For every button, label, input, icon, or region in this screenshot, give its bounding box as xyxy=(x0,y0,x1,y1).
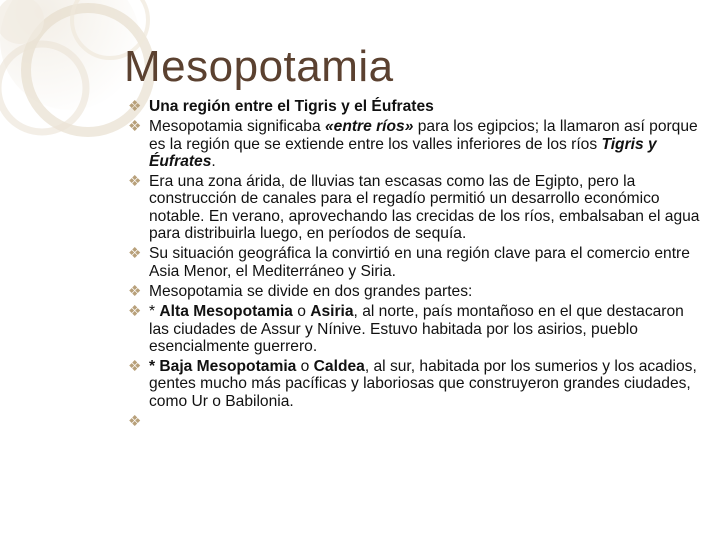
bullet-item xyxy=(128,303,708,355)
bullet-text: o xyxy=(296,358,314,376)
bullet-text: Era una zona árida, de lluvias tan escasas como las de Egipto, pero la construcción de canales para el regadío permitió un desarrollo económico notable. En verano, aprovechando las crecidas de los ríos, embalsaban el agua para distribuirla luego, en períodos de sequía. xyxy=(149,173,700,243)
bullet-item xyxy=(128,245,708,280)
slide-title: Mesopotamia xyxy=(124,42,394,91)
bullet-marker-icon: ❖ xyxy=(128,173,142,191)
bullet-text: Su situación geográfica la convirtió en una región clave para el comercio entre Asia Menor, el Mediterráneo y Siria. xyxy=(149,245,690,280)
bullet-item xyxy=(128,283,708,300)
bullet-item xyxy=(128,173,708,242)
bullet-marker-icon: ❖ xyxy=(128,282,142,300)
bullet-item xyxy=(128,118,708,170)
bullet-text: , al sur, habitada por los sumerios y los acadios, gentes mucho más pacíficas y laboriosas que construyeron grandes ciudades, como Ur o Babilonia. xyxy=(149,358,697,410)
bullet-list xyxy=(128,98,708,431)
bullet-item xyxy=(128,98,708,115)
bullet-text: o xyxy=(292,303,311,321)
bullet-emphasis: Alta Mesopotamia xyxy=(159,303,293,321)
bullet-marker-icon: ❖ xyxy=(128,358,142,376)
bullet-text: * xyxy=(149,303,160,321)
bullet-text: . xyxy=(211,152,216,170)
bullet-emphasis: Asiria xyxy=(310,303,354,321)
bullet-emphasis: Caldea xyxy=(313,358,365,376)
bullet-marker-icon: ❖ xyxy=(128,118,142,136)
bullet-text: Una región entre el Tigris y el Éufrates xyxy=(149,98,434,115)
bullet-marker-icon: ❖ xyxy=(128,413,142,431)
bullet-emphasis: Tigris y Éufrates xyxy=(149,135,657,170)
bullet-text: para los egipcios; la llamaron así porque es la región que se extiende entre los valles inferiores de los ríos xyxy=(149,118,698,153)
bullet-marker-icon: ❖ xyxy=(128,245,142,263)
bullet-text: , al norte, país montañoso en el que destacaron las ciudades de Assur y Nínive. Estuvo habitada por los asirios, pueblo esencialmente guerrero. xyxy=(149,303,684,355)
bullet-emphasis: «entre ríos» xyxy=(324,118,414,136)
bullet-marker-icon: ❖ xyxy=(128,303,142,321)
bullet-emphasis: * Baja Mesopotamia xyxy=(149,358,297,376)
bullet-text: Mesopotamia significaba xyxy=(149,118,325,136)
bullet-marker-icon: ❖ xyxy=(128,98,142,115)
bullet-text: Mesopotamia se divide en dos grandes partes: xyxy=(149,282,473,300)
bullet-item xyxy=(128,358,708,410)
